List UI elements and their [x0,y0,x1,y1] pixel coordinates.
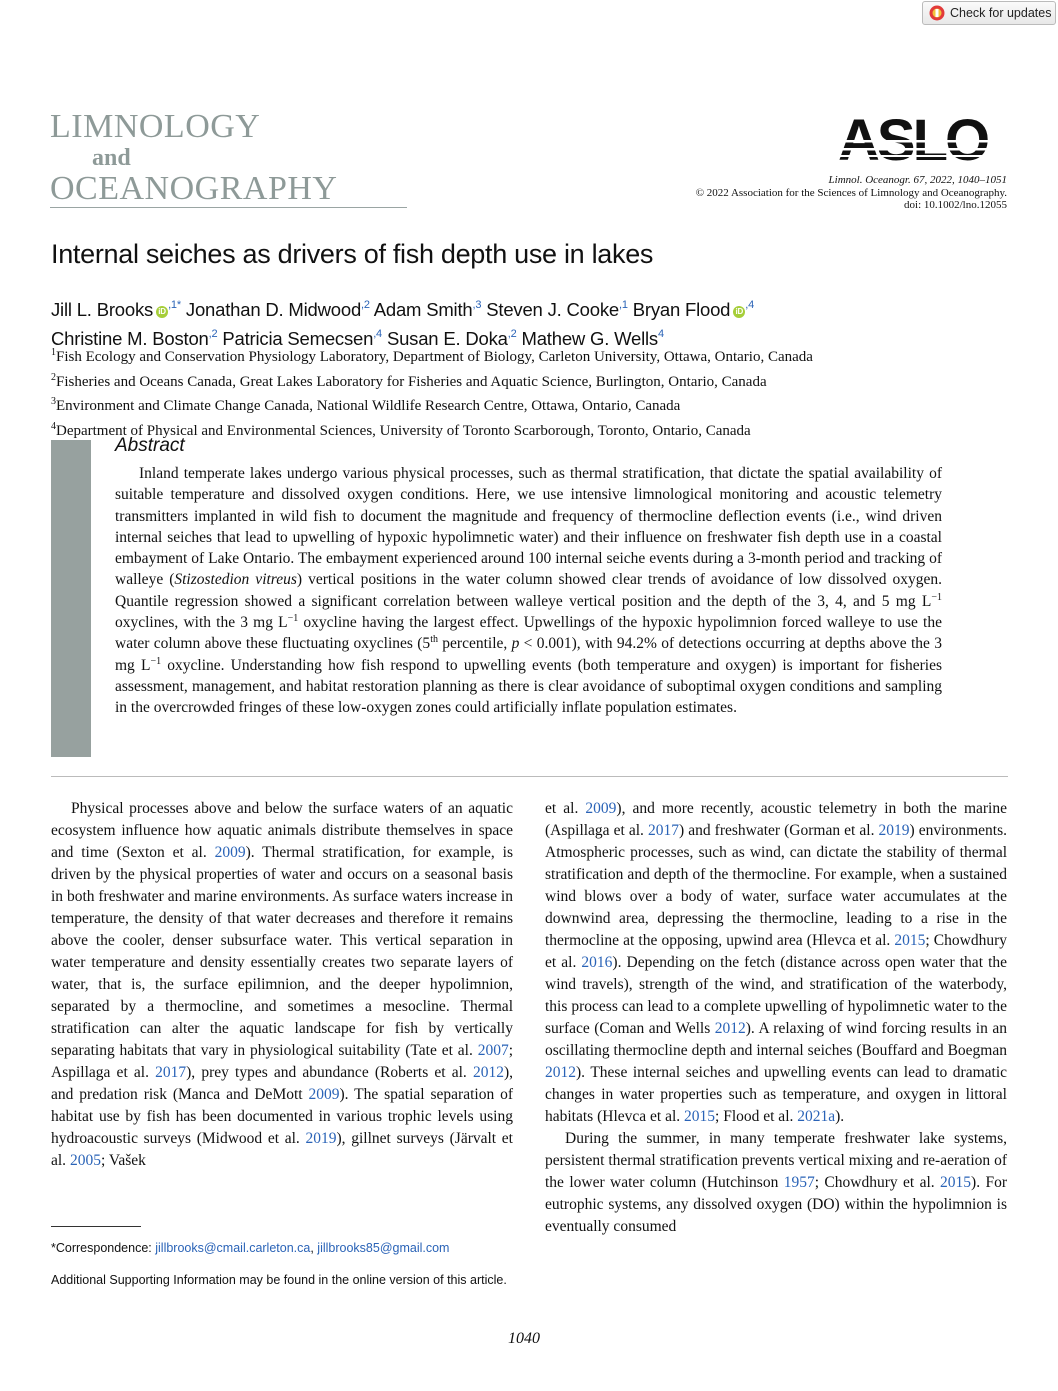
body-text: ). For eutrophic systems, any dissolved oxygen (DO) within the hypolimnion is eventually consumed [545,1174,1007,1235]
body-text: ), and more recently, acoustic telemetry in both the marine (Aspillaga et al. [545,800,1007,839]
check-for-updates-label: Check for updates [950,6,1052,20]
affiliation [51,368,813,393]
affiliation [51,392,813,417]
affiliation-number: 4 [51,420,56,432]
citation-year-link[interactable]: 2009 [308,1086,340,1103]
author-name[interactable]: Jill L. Brooks [51,299,154,320]
body-text: ; Chowdhury et al. [545,932,1007,971]
author-name[interactable]: Christine M. Boston [51,328,209,349]
abstract-side-bar [51,440,91,757]
body-text: ). Depending on the fetch (distance across open water that the wind travels), strength of the wind, and stratification of the waterbody, this process can lead to a complete upwelling of hypolimnetic water to the surface (Coman and Wells [545,954,1008,1037]
body-text: ; Vašek [100,1152,146,1169]
body-text: ), gillnet surveys (Järvalt et al. [51,1130,513,1169]
body-paragraph [545,798,1007,1128]
author-affil-ref[interactable]: ,2 [361,299,370,311]
author-affil-ref[interactable]: ,1 [618,299,628,311]
body-column-left [51,798,513,1172]
body-text: ; Chowdhury et al. [814,1174,941,1191]
affiliation-number: 1 [51,347,56,358]
body-text: During the summer, in many temperate freshwater lake systems, persistent thermal stratification prevents vertical mixing and re-aeration of the lower water column (Hutchinson [545,1130,1007,1191]
author [51,299,181,320]
citation-year-link[interactable]: 2015 [940,1174,972,1191]
body-text: ), and predation risk (Manca and DeMott [51,1064,513,1103]
body-text: ; Flood et al. [715,1108,798,1125]
author-name[interactable]: Susan E. Doka [386,328,508,349]
body-text: ; Aspillaga et al. [51,1042,513,1081]
author-affil-ref[interactable]: ,3 [472,299,482,311]
citation-year-link[interactable]: 2012 [472,1064,504,1081]
journal-name-line2: and [92,145,131,171]
correspondence-label: *Correspondence: [51,1241,156,1255]
citation-year-link[interactable]: 2007 [477,1042,509,1059]
citation-block [696,174,1007,212]
citation-year-link[interactable]: 2019 [878,822,910,839]
crossmark-icon [929,5,945,21]
citation-year-link[interactable]: 2012 [545,1064,576,1081]
citation-year-link[interactable]: 2005 [69,1152,101,1169]
affiliation-text: Environment and Climate Change Canada, National Wildlife Research Centre, Ottawa, Ontario, Canada [56,398,681,414]
affiliation-text: Department of Physical and Environmental Sciences, University of Toronto Scarborough, Toronto, Ontario, Canada [56,422,751,439]
journal-name-line1: LIMNOLOGY [50,108,261,145]
citation-year-link[interactable]: 2015 [894,932,926,949]
author-affil-ref[interactable]: ,1* [168,299,181,311]
affiliation [51,343,813,368]
body-text: ) and freshwater (Gorman et al. [679,822,879,839]
page-number: 1040 [508,1330,540,1347]
citation-year-link[interactable]: 2021a [797,1108,836,1125]
supporting-info-footnote: Additional Supporting Information may be found in the online version of this article. [51,1273,507,1287]
body-text: ), prey types and abundance (Roberts et al. [186,1064,473,1081]
footnote-divider [51,1226,141,1227]
author-name[interactable]: Bryan Flood [632,299,731,320]
abstract-heading: Abstract [115,435,185,456]
body-text: ). [835,1108,845,1125]
body-paragraph [545,1128,1007,1238]
affiliation-number: 3 [51,396,56,407]
copyright-line: © 2022 Association for the Sciences of Limnology and Oceanography. [695,186,1007,199]
species-name: Stizostedion vitreus [174,571,297,589]
article-title: Internal seiches as drivers of fish depth use in lakes [51,239,654,269]
author [486,299,628,320]
citation-year-link[interactable]: 2016 [581,954,613,971]
doi-line: doi: 10.1002/lno.12055 [904,199,1007,211]
orcid-icon[interactable]: iD [733,306,745,318]
journal-name [50,110,337,206]
citation-year-link[interactable]: 2017 [155,1064,187,1081]
author-affil-ref[interactable]: ,2 [507,328,517,340]
affiliations [51,343,813,441]
correspondence-footnote: *Correspondence: jillbrooks@cmail.carleton.ca, jillbrooks85@gmail.com [51,1241,450,1255]
body-text: et al. [545,800,586,817]
body-text: Physical processes above and below the surface waters of an aquatic ecosystem influence how aquatic animals distribute themselves in space and time (Sexton et al. [51,800,513,861]
citation-year-link[interactable]: 2009 [585,800,617,817]
author [374,299,482,320]
author [633,299,754,320]
affiliation-text: Fisheries and Oceans Canada, Great Lakes Laboratory for Fisheries and Aquatic Science, Burlington, Ontario, Canada [56,373,767,390]
author-name[interactable]: Steven J. Cooke [486,299,619,320]
email-link[interactable]: jillbrooks85@gmail.com [317,1241,450,1255]
journal-name-line3: OCEANOGRAPHY [50,170,338,207]
abstract-body: Inland temperate lakes undergo various physical processes, such as thermal stratification, that dictate the spatial availability of suitable temperature and dissolved oxygen conditions. Here, we use intensive limnological monitoring and acoustic telemetry transmitters implanted in wild fish to document the magnitude and frequency of thermocline deflection events (i.e., wind driven internal seiches that lead to upwelling of hypoxic hypolimnetic water) and their influence on freshwater fish depth use in a coastal embayment of Lake Ontario. The embayment experienced around 100 internal seiche events during a 3-month period and tracking of walleye (Stizostedion vitreus) vertical positions in the water column showed clear trends of avoidance of low dissolved oxygen. Quantile regression showed a significant correlation between walleye vertical position and the depth of the 3, 4, and 5 mg $L^{-1}$ oxyclines, with the 3 mg $L^{-1}$ oxycline having the largest effect. Upwellings of the hypoxic hypolimnion forced walleye to use the water column above these fluctuating oxyclines (5th percentile, p < 0.001), with 94.2% of detections occurring at depths above the 3 mg $L^{-1}$ oxycline. Understanding how fish respond to upwelling events (both temperature and oxygen) is important for fisheries assessment, management, and habitat restoration planning as there is clear avoidance of suboptimal oxygen conditions and sampling in the overcrowded fringes of these low-oxygen zones could artificially inflate population estimates. [115,465,942,717]
body-text: ). The spatial separation of habitat use by fish has been documented in various trophic levels using hydroacoustic surveys (Midwood et al. [51,1086,513,1147]
author-affil-ref[interactable]: ,2 [208,328,218,340]
check-for-updates-button[interactable] [922,1,1056,25]
affiliation-text: Fish Ecology and Conservation Physiology Laboratory, Department of Biology, Carleton University, Ottawa, Ontario, Canada [56,349,813,365]
citation-year-link[interactable]: 2015 [684,1108,716,1125]
body-column-right [545,798,1007,1238]
citation-year-link[interactable]: 2012 [714,1020,746,1037]
citation-year-link[interactable]: 2009 [214,844,246,861]
citation-year-link[interactable]: 2019 [305,1130,337,1147]
citation-line: Limnol. Oceanogr. 67, 2022, 1040–1051 [828,174,1007,186]
author [186,299,370,320]
author-affil-ref[interactable]: ,4 [745,299,755,311]
author-affil-ref[interactable]: ,4 [373,328,382,340]
author-name[interactable]: Jonathan D. Midwood [185,299,362,320]
citation-year-link[interactable]: 2017 [648,822,679,839]
orcid-icon[interactable]: iD [156,306,168,318]
body-text: ). A relaxing of wind forcing results in an oscillating thermocline depth and internal seiches (Bouffard and Boegman [545,1020,1007,1059]
body-text: ). These internal seiches and upwelling events can lead to dramatic changes in water properties such as temperature, and oxygen in littoral habitats (Hlevca et al. [545,1064,1007,1125]
author-name[interactable]: Patricia Semecsen [222,328,374,349]
aslo-logo [838,112,1010,175]
body-text: ). Thermal stratification, for example, is driven by the physical properties of water and occurs on a seasonal basis in both freshwater and marine environments. As surface waters increase in temperature, the density of that water decreases and therefore it remains above the cooler, denser subsurface water. This vertical separation in water temperature and density essentially creates two separate layers of water, that is, the surface epilimnion, and the deeper hypolimnion, separated by a thermocline, and sometimes a mesocline. Thermal stratification can alter the aquatic landscape for fish by vertically separating habitats that vary in physiological suitability (Tate et al. [51,844,513,1059]
citation-year-link[interactable]: 1957 [783,1174,815,1191]
author-name[interactable]: Mathew G. Wells [521,328,658,349]
email-link[interactable]: jillbrooks@cmail.carleton.ca [155,1241,311,1255]
author-name[interactable]: Adam Smith [373,299,473,320]
body-divider [51,776,1008,777]
affiliation-number: 2 [51,371,56,383]
author-affil-ref[interactable]: 4 [657,328,664,340]
body-text: ) environments. Atmospheric processes, such as wind, can dictate the stability of thermal stratification and depth of the thermocline. For example, when a sustained wind blows over a body of water, surface water accumulates at the downwind area, depressing the thermocline, leading to a rise in the thermocline at the opposing, upwind area (Hlevca et al. [545,822,1007,949]
journal-divider [50,207,407,208]
